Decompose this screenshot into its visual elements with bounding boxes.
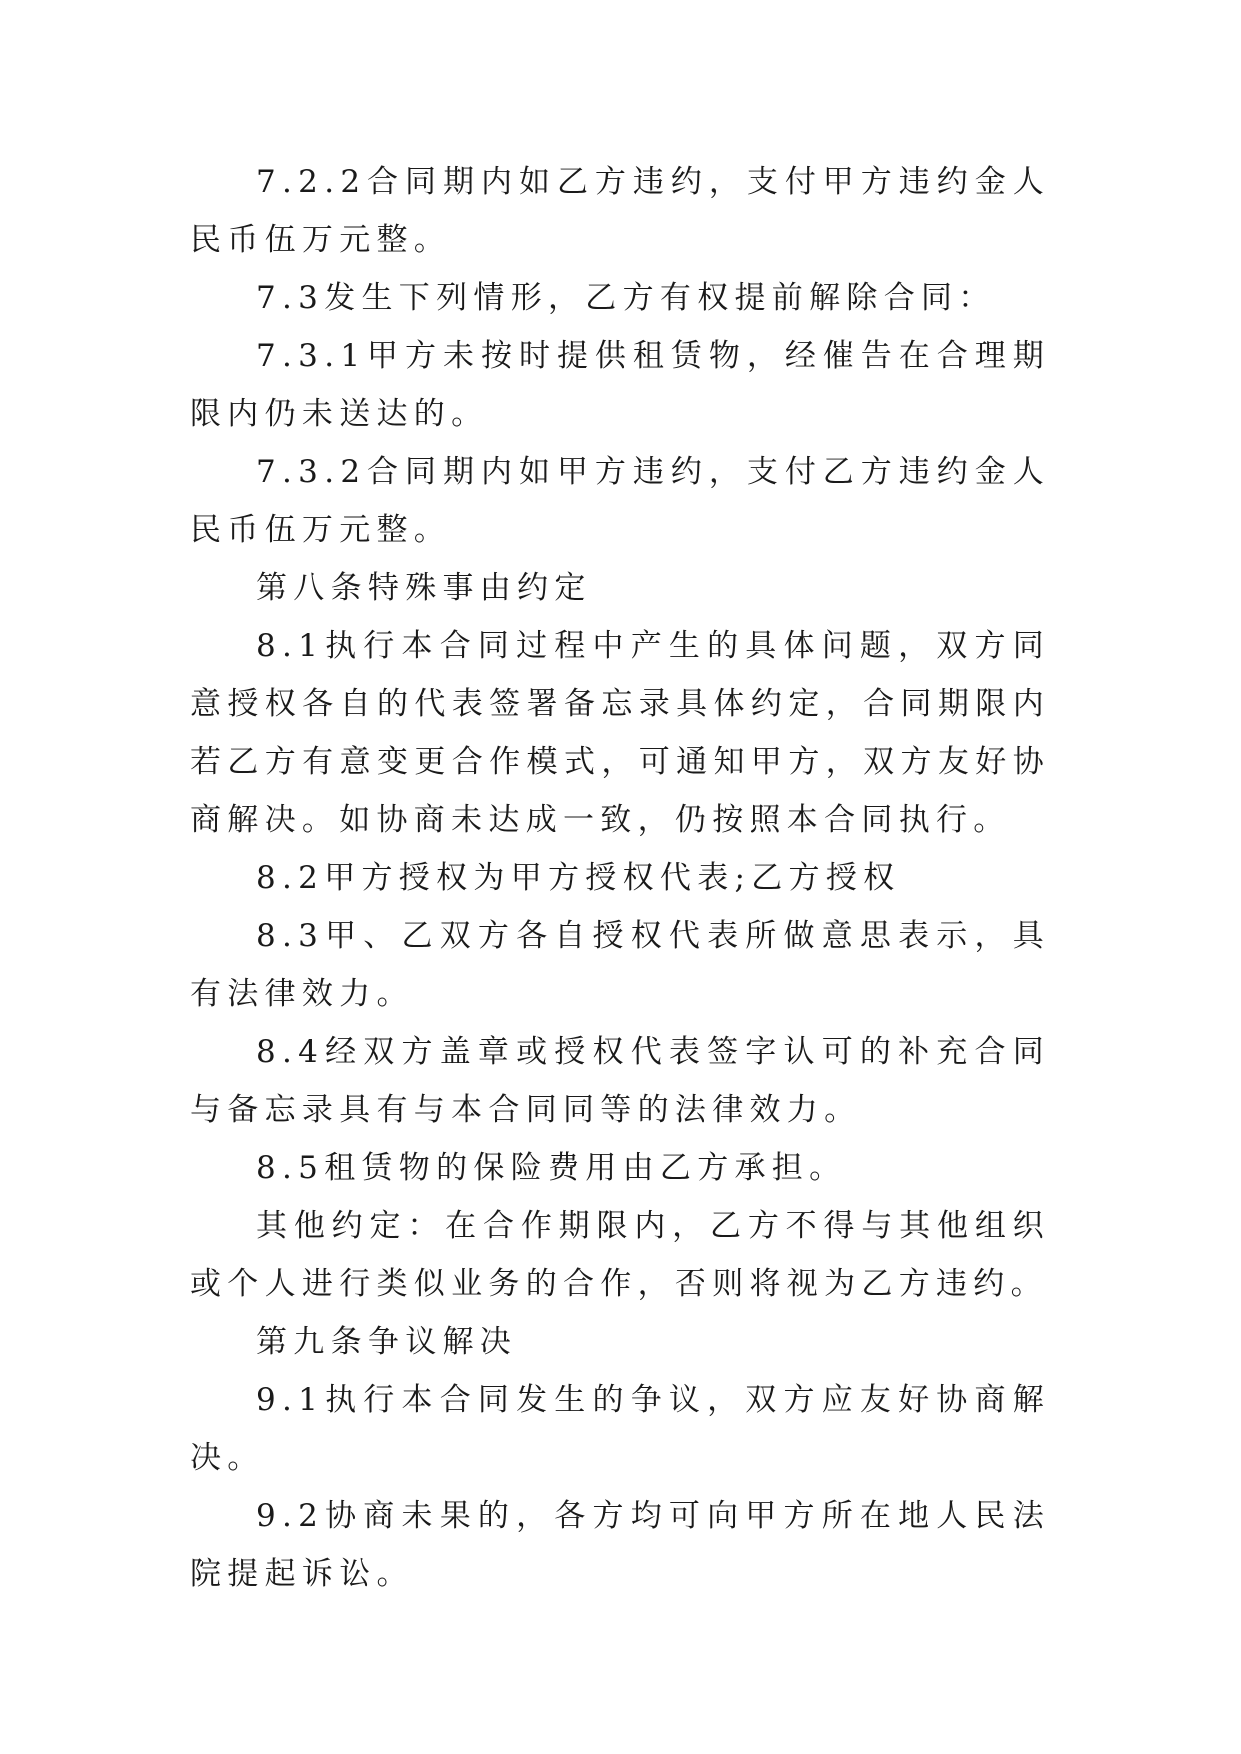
clause-7-3: 7.3发生下列情形，乙方有权提前解除合同： (256, 280, 996, 316)
clause-8-3: 8.3甲、乙双方各自授权代表所做意思表示，具有法律效力。 (190, 918, 1050, 1012)
clause-8-5: 8.5租赁物的保险费用由乙方承担。 (256, 1150, 847, 1186)
article-9-heading: 第九条争议解决 (256, 1324, 518, 1360)
article-8-heading: 第八条特殊事由约定 (256, 570, 592, 606)
clause-8-2: 8.2甲方授权为甲方授权代表;乙方授权 (256, 860, 901, 896)
clause-9-1: 9.1执行本合同发生的争议，双方应友好协商解决。 (190, 1382, 1050, 1476)
clause-7-2-2: 7.2.2合同期内如乙方违约，支付甲方违约金人民币伍万元整。 (190, 164, 1050, 258)
clause-8-1: 8.1执行本合同过程中产生的具体问题，双方同意授权各自的代表签署备忘录具体约定，合同期限内若乙方有意变更合作模式，可通知甲方，双方友好协商解决。如协商未达成一致，仍按照本合同执行。 (190, 628, 1050, 838)
clause-7-3-2: 7.3.2合同期内如甲方违约，支付乙方违约金人民币伍万元整。 (190, 454, 1050, 548)
clause-8-4: 8.4经双方盖章或授权代表签字认可的补充合同与备忘录具有与本合同同等的法律效力。 (190, 1034, 1050, 1128)
clause-9-2: 9.2协商未果的，各方均可向甲方所在地人民法院提起诉讼。 (190, 1498, 1050, 1592)
other-agreements: 其他约定：在合作期限内，乙方不得与其他组织或个人进行类似业务的合作，否则将视为乙方违约。 (190, 1208, 1050, 1302)
clause-7-3-1: 7.3.1甲方未按时提供租赁物，经催告在合理期限内仍未送达的。 (190, 338, 1050, 432)
document-body (190, 153, 1050, 1603)
